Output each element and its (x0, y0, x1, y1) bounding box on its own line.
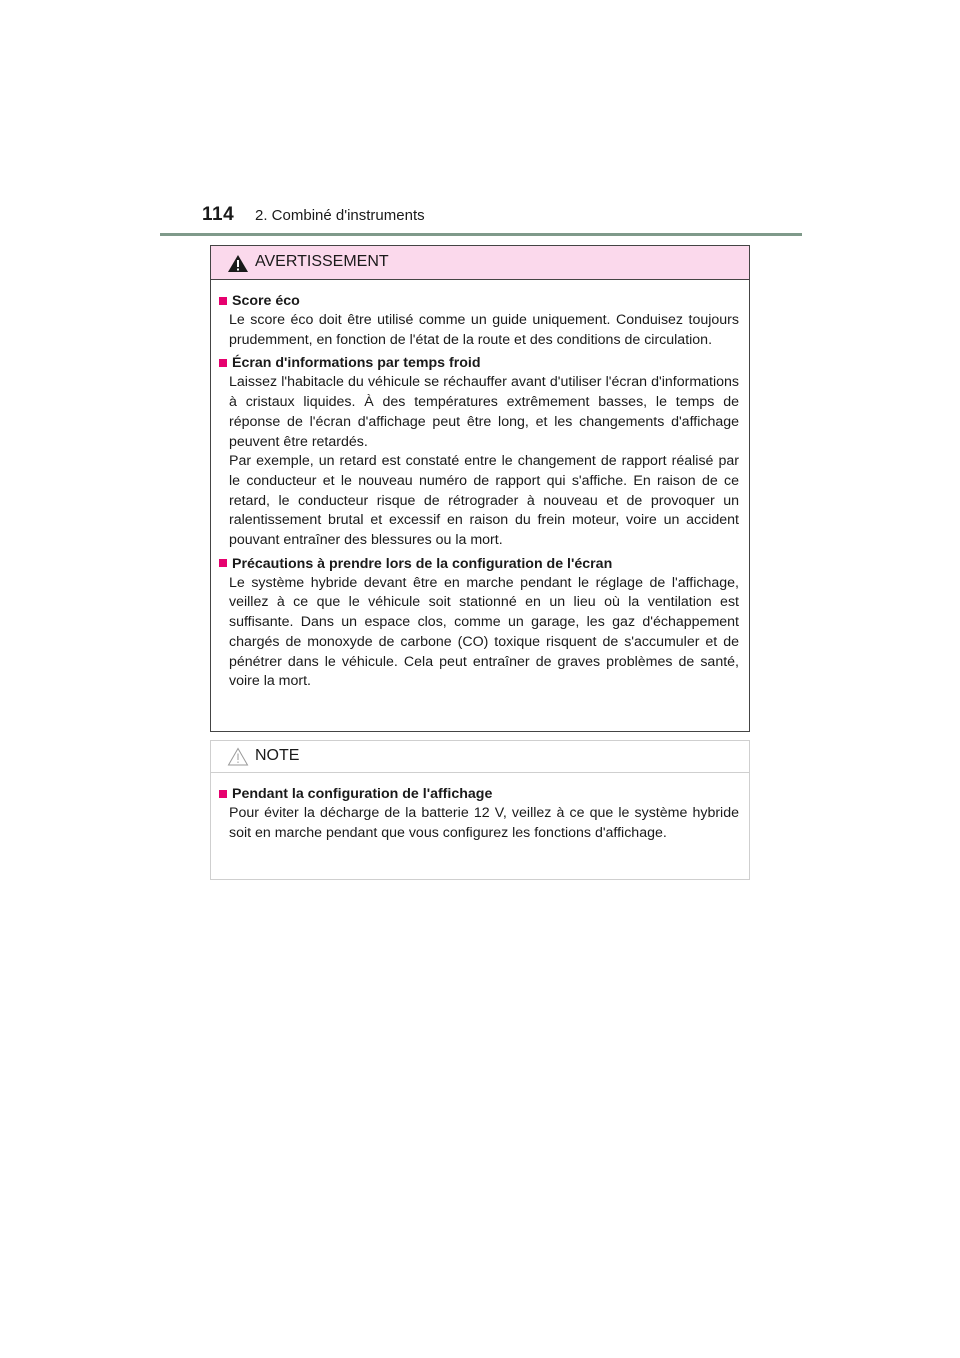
item-paragraph: Par exemple, un retard est constaté entre le changement de rapport réalisé par le conducteur et le nouveau numéro de rapport qui s'affiche. En raison de ce retard, le conducteur risque de rétrograder à nouveau et de provoquer un ralentissement brutal et excessif en raison du frein moteur, voire un accident pouvant entraîner des blessures ou la mort. (229, 453, 739, 549)
item-title: Écran d'informations par temps froid (232, 355, 481, 372)
item-paragraph: Le score éco doit être utilisé comme un guide uniquement. Conduisez toujours prudemment, en fonction de l'état de la route et des conditions de circulation. (229, 312, 739, 348)
item-title: Pendant la configuration de l'affichage (232, 786, 493, 802)
section-title: 2. Combiné d'instruments (255, 207, 425, 224)
warning-triangle-filled-icon (227, 254, 249, 273)
item-paragraph: Pour éviter la décharge de la batterie 12 V, veillez à ce que le système hybride soit en marche pendant que vous configurez les fonctions d'affichage. (229, 805, 739, 841)
square-bullet-icon (219, 359, 227, 367)
square-bullet-icon (219, 297, 227, 305)
warning-item-eco-score (219, 291, 739, 350)
note-item-display-config (219, 784, 739, 843)
warning-triangle-outline-icon (227, 747, 249, 766)
note-label: NOTE (255, 747, 300, 764)
warning-item-screen-config (219, 554, 739, 692)
item-title: Score éco (232, 293, 300, 309)
warning-header (211, 246, 749, 280)
square-bullet-icon (219, 559, 227, 567)
warning-label: AVERTISSEMENT (255, 253, 389, 270)
square-bullet-icon (219, 790, 227, 798)
item-title: Précautions à prendre lors de la configuration de l'écran (232, 555, 613, 572)
item-paragraph: Le système hybride devant être en marche pendant le réglage de l'affichage, veillez à ce que le véhicule soit stationné en un lieu où la ventilation est suffisante. Dans un espace clos, comme un garage, les gaz d'échappement chargés de monoxyde de carbone (CO) toxique risquent de s'accumuler et de pénétrer dans le véhicule. Cela peut entraîner de graves problèmes de santé, voire la mort. (229, 574, 739, 690)
header-rule (160, 233, 802, 236)
note-box (210, 740, 750, 880)
page-number: 114 (202, 204, 235, 225)
warning-box (210, 245, 750, 732)
item-paragraph: Laissez l'habitacle du véhicule se réchauffer avant d'utiliser l'écran d'informations à cristaux liquides. À des températures extrêmement basses, le temps de réponse de l'écran d'affichage peut être long, et les changements d'affichage peuvent être retardés. (229, 374, 739, 450)
page-header (160, 204, 802, 234)
warning-item-cold-weather (219, 353, 739, 550)
note-header (211, 741, 749, 773)
